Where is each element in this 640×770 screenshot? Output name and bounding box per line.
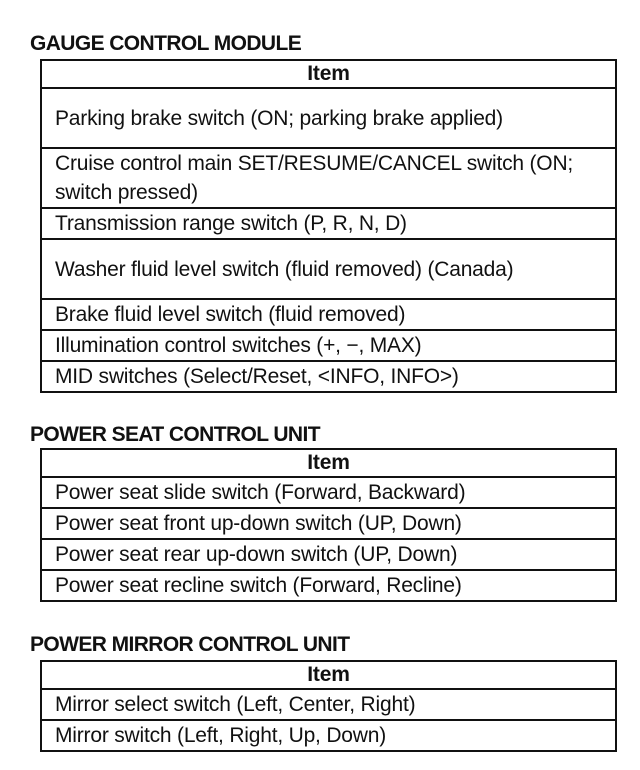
column-header-item: Item	[41, 60, 616, 88]
table-cell: Washer fluid level switch (fluid removed) (Canada)	[41, 239, 616, 299]
table-header-row	[41, 661, 616, 689]
table-cell: Illumination control switches (+, −, MAX)	[41, 330, 616, 361]
table-cell: Parking brake switch (ON; parking brake applied)	[41, 88, 616, 148]
table-row	[41, 477, 616, 508]
table-cell: Brake fluid level switch (fluid removed)	[41, 299, 616, 330]
table-header-row	[41, 60, 616, 88]
column-header-item: Item	[41, 661, 616, 689]
table-row	[41, 148, 616, 208]
table-header-row	[41, 449, 616, 477]
section-title: POWER MIRROR CONTROL UNIT	[30, 633, 350, 656]
table-row	[41, 330, 616, 361]
table-row	[41, 720, 616, 751]
table-cell: Transmission range switch (P, R, N, D)	[41, 208, 616, 239]
table-cell: Power seat slide switch (Forward, Backward)	[41, 477, 616, 508]
table-cell: Power seat recline switch (Forward, Recline)	[41, 570, 616, 601]
table-cell: Mirror switch (Left, Right, Up, Down)	[41, 720, 616, 751]
column-header-item: Item	[41, 449, 616, 477]
table-row	[41, 361, 616, 392]
power-mirror-control-unit-table	[40, 660, 617, 752]
table-row	[41, 88, 616, 148]
table-row	[41, 689, 616, 720]
power-seat-control-unit-table	[40, 448, 617, 602]
table-cell: Mirror select switch (Left, Center, Right)	[41, 689, 616, 720]
section-title: GAUGE CONTROL MODULE	[30, 32, 302, 55]
section-title: POWER SEAT CONTROL UNIT	[30, 423, 320, 446]
gauge-control-module-table	[40, 59, 617, 393]
table-row	[41, 539, 616, 570]
table-cell: Power seat front up-down switch (UP, Down)	[41, 508, 616, 539]
table-row	[41, 299, 616, 330]
table-row	[41, 239, 616, 299]
table-cell: Cruise control main SET/RESUME/CANCEL switch (ON; switch pressed)	[41, 148, 616, 208]
table-row	[41, 208, 616, 239]
table-row	[41, 570, 616, 601]
table-cell: Power seat rear up-down switch (UP, Down)	[41, 539, 616, 570]
table-cell: MID switches (Select/Reset, <INFO, INFO>)	[41, 361, 616, 392]
table-row	[41, 508, 616, 539]
